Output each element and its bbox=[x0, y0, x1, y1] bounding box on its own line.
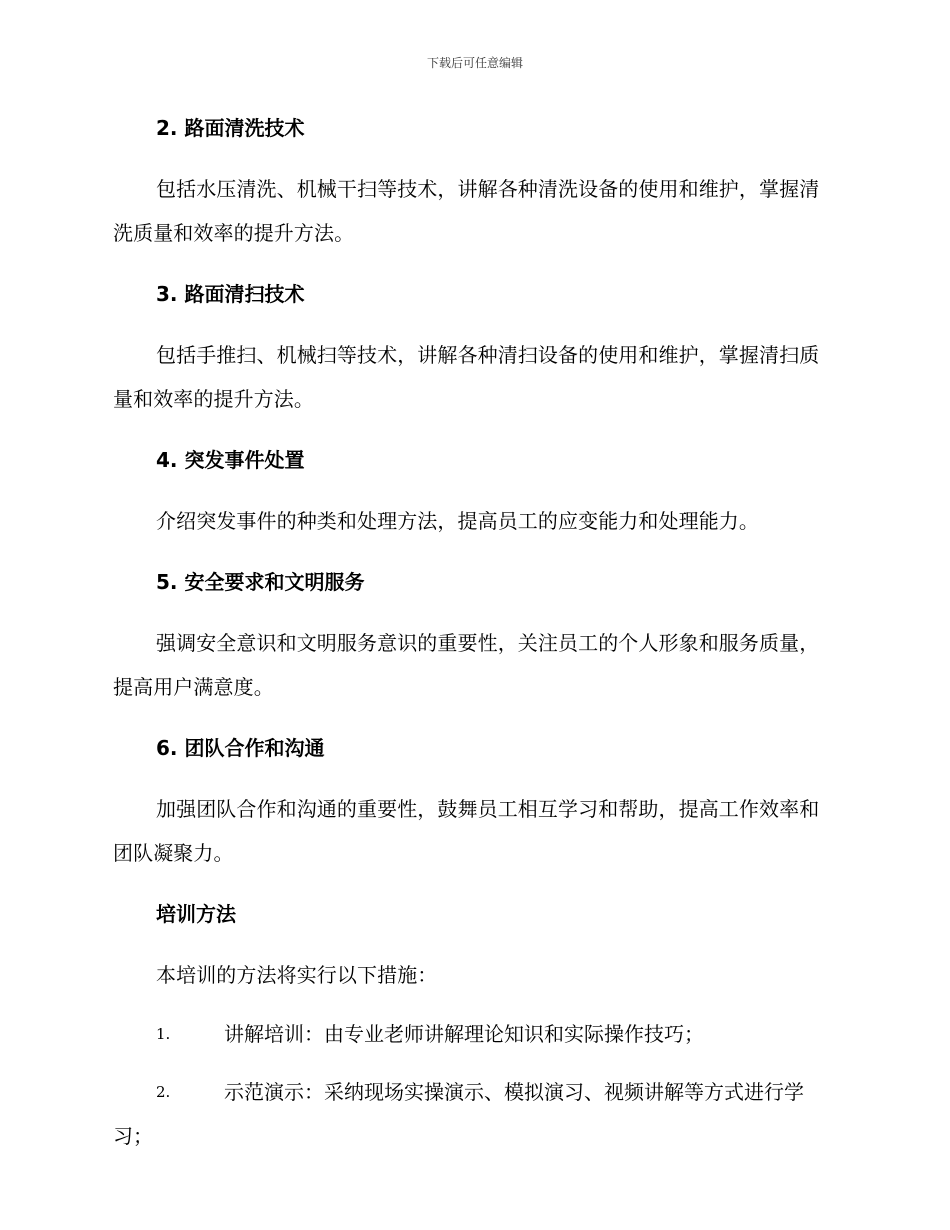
list-text: 讲解培训：由专业老师讲解理论知识和实际操作技巧； bbox=[224, 1022, 704, 1046]
list-item bbox=[113, 1070, 833, 1158]
page-header: 下载后可任意编辑 bbox=[426, 56, 523, 70]
section-heading: 4. 突发事件处置 bbox=[156, 448, 305, 472]
section-paragraph: 介绍突发事件的种类和处理方法，提高员工的应变能力和处理能力。 bbox=[156, 509, 759, 533]
section-training-methods bbox=[113, 898, 833, 1158]
list-number: 1. bbox=[156, 1025, 171, 1043]
methods-intro: 本培训的方法将实行以下措施： bbox=[156, 963, 438, 987]
section-paragraph: 强调安全意识和文明服务意识的重要性，关注员工的个人形象和服务质量，提高用户满意度。 bbox=[113, 631, 820, 699]
section-road-washing bbox=[113, 112, 833, 278]
section-teamwork bbox=[113, 732, 833, 898]
section-heading: 培训方法 bbox=[156, 902, 236, 926]
section-paragraph: 包括水压清洗、机械干扫等技术，讲解各种清洗设备的使用和维护，掌握清洗质量和效率的提升方法。 bbox=[113, 177, 820, 245]
section-heading: 5. 安全要求和文明服务 bbox=[156, 570, 365, 594]
list-number: 2. bbox=[156, 1083, 171, 1101]
section-heading: 3. 路面清扫技术 bbox=[156, 282, 305, 306]
section-paragraph: 包括手推扫、机械扫等技术，讲解各种清扫设备的使用和维护，掌握清扫质量和效率的提升方法。 bbox=[113, 343, 820, 411]
section-emergency-handling bbox=[113, 444, 833, 566]
section-paragraph: 加强团队合作和沟通的重要性，鼓舞员工相互学习和帮助，提高工作效率和团队凝聚力。 bbox=[113, 797, 820, 865]
document-body bbox=[113, 112, 833, 1158]
list-item bbox=[113, 1012, 833, 1056]
section-safety-service bbox=[113, 566, 833, 732]
section-road-sweeping bbox=[113, 278, 833, 444]
section-heading: 6. 团队合作和沟通 bbox=[156, 736, 325, 760]
list-text: 示范演示：采纳现场实操演示、模拟演习、视频讲解等方式进行学习； bbox=[113, 1080, 804, 1148]
section-heading: 2. 路面清洗技术 bbox=[156, 116, 305, 140]
